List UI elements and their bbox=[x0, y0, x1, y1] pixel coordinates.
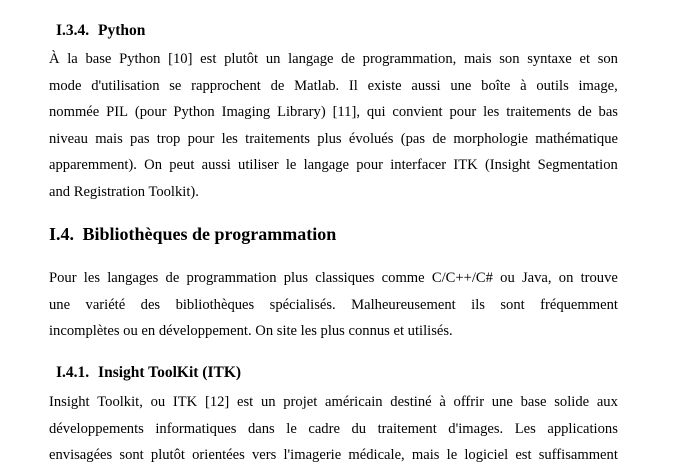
word: ou bbox=[150, 394, 166, 410]
word: langage bbox=[303, 157, 349, 174]
heading-title: Insight ToolKit (ITK) bbox=[98, 364, 242, 381]
word: syntaxe bbox=[527, 51, 572, 67]
word: se bbox=[169, 77, 182, 94]
word: Toolkit, bbox=[97, 394, 143, 410]
word: Il bbox=[348, 77, 358, 94]
text-line bbox=[49, 416, 618, 443]
word: [10] bbox=[168, 51, 193, 67]
word: destiné bbox=[390, 394, 432, 410]
heading-itk bbox=[56, 364, 241, 382]
text-line bbox=[49, 46, 618, 73]
word: programmation bbox=[186, 270, 277, 286]
word: aux bbox=[596, 394, 618, 410]
word: traitements bbox=[245, 130, 310, 147]
word: qui bbox=[366, 104, 386, 121]
word: boîte bbox=[481, 77, 511, 94]
heading-number: I.4. bbox=[49, 224, 75, 244]
word: pour bbox=[449, 104, 477, 121]
word: ITK bbox=[453, 157, 478, 174]
word: mathématique bbox=[535, 130, 618, 147]
word: morphologie bbox=[453, 130, 529, 147]
word: ou bbox=[500, 270, 515, 286]
word: solide bbox=[554, 394, 590, 410]
word: une bbox=[49, 296, 71, 313]
word: langages bbox=[107, 270, 159, 286]
heading-number: I.4.1. bbox=[56, 364, 90, 381]
word: (Insight bbox=[484, 157, 531, 174]
word: classiques bbox=[315, 270, 375, 286]
word: on bbox=[558, 270, 574, 286]
word: bibliothèques bbox=[175, 296, 255, 313]
word: existe bbox=[367, 77, 402, 94]
text-line: and Registration Toolkit). bbox=[49, 183, 199, 200]
word: pas bbox=[130, 130, 150, 147]
word: Python bbox=[119, 51, 161, 67]
paragraph-itk bbox=[49, 389, 618, 469]
word: interfacer bbox=[390, 157, 447, 174]
text-line: incomplètes ou en développement. On site les plus connus et utilisés. bbox=[49, 323, 453, 340]
word: projet bbox=[283, 394, 318, 410]
word: développements bbox=[49, 420, 144, 437]
text-line bbox=[49, 73, 618, 100]
word: mais bbox=[411, 447, 440, 464]
word: rapprochent bbox=[191, 77, 261, 94]
word: pour bbox=[356, 157, 383, 174]
text-line bbox=[49, 126, 618, 153]
word: une bbox=[450, 77, 472, 94]
word: Pour bbox=[49, 270, 77, 286]
word: outils bbox=[536, 77, 569, 94]
word: pour bbox=[187, 130, 215, 147]
word: (pas bbox=[400, 130, 426, 147]
word: Matlab. bbox=[294, 77, 340, 94]
word: base bbox=[520, 394, 547, 410]
word: plutôt bbox=[224, 51, 259, 67]
word: l'imagerie bbox=[283, 447, 342, 464]
word: les bbox=[483, 104, 500, 121]
word: Java, bbox=[521, 270, 552, 286]
word: la bbox=[67, 51, 78, 67]
word: suffisamment bbox=[538, 447, 618, 464]
paragraph-bibliotheques bbox=[49, 265, 618, 345]
word: médicale, bbox=[348, 447, 405, 464]
word: de bbox=[577, 104, 592, 121]
word: Imaging bbox=[221, 104, 271, 121]
word: le bbox=[285, 157, 297, 174]
word: de bbox=[165, 270, 180, 286]
heading-bibliotheques bbox=[49, 224, 336, 245]
word: un bbox=[260, 394, 276, 410]
word: [11], bbox=[332, 104, 360, 121]
word: ils bbox=[471, 296, 485, 313]
heading-number: I.3.4. bbox=[56, 22, 90, 39]
word: est bbox=[515, 447, 532, 464]
word: de bbox=[341, 51, 355, 67]
word: orientées bbox=[192, 447, 245, 464]
word: envisagées bbox=[49, 447, 113, 464]
word: comme bbox=[381, 270, 425, 286]
word: sont bbox=[119, 447, 144, 464]
text-line bbox=[49, 152, 618, 179]
word: applications bbox=[547, 420, 618, 437]
word: son bbox=[597, 51, 618, 67]
word: apparemment). bbox=[49, 157, 137, 174]
word: base bbox=[85, 51, 112, 67]
word: d'utilisation bbox=[91, 77, 160, 94]
word: les bbox=[221, 130, 238, 147]
word: Python bbox=[173, 104, 215, 121]
word: langage bbox=[288, 51, 334, 67]
word: un bbox=[265, 51, 281, 67]
word: trop bbox=[156, 130, 181, 147]
word: convient bbox=[392, 104, 443, 121]
word: [12] bbox=[204, 394, 230, 410]
word: (pour bbox=[134, 104, 167, 121]
word: utiliser bbox=[238, 157, 279, 174]
word: PIL bbox=[106, 104, 129, 121]
word: fréquemment bbox=[540, 296, 618, 313]
word: dans bbox=[247, 420, 275, 437]
word: sont bbox=[500, 296, 525, 313]
word: traitement bbox=[377, 420, 437, 437]
word: informatiques bbox=[155, 420, 237, 437]
word: Insight bbox=[49, 394, 90, 410]
heading-title: Bibliothèques de programmation bbox=[82, 224, 337, 244]
word: image, bbox=[578, 77, 618, 94]
word: vers bbox=[251, 447, 277, 464]
word: et bbox=[579, 51, 591, 67]
word: ITK bbox=[172, 394, 198, 410]
word: trouve bbox=[580, 270, 618, 286]
word: mais bbox=[95, 130, 123, 147]
word: Malheureusement bbox=[351, 296, 456, 313]
text-line bbox=[49, 442, 618, 469]
word: de bbox=[432, 130, 447, 147]
word: les bbox=[83, 270, 101, 286]
text-line bbox=[49, 389, 618, 416]
word: offrir bbox=[453, 394, 485, 410]
word: à bbox=[439, 394, 446, 410]
word: variété bbox=[85, 296, 126, 313]
heading-title: Python bbox=[98, 22, 146, 39]
word: le bbox=[286, 420, 297, 437]
text-line bbox=[49, 99, 618, 126]
paragraph-python bbox=[49, 46, 618, 206]
word: américain bbox=[325, 394, 383, 410]
word: plus bbox=[283, 270, 309, 286]
word: À bbox=[49, 51, 60, 67]
word: niveau bbox=[49, 130, 88, 147]
word: des bbox=[140, 296, 161, 313]
text-line bbox=[49, 265, 618, 292]
word: aussi bbox=[411, 77, 441, 94]
word: cadre bbox=[308, 420, 340, 437]
word: Library) bbox=[277, 104, 326, 121]
word: plutôt bbox=[150, 447, 185, 464]
word: de bbox=[270, 77, 285, 94]
word: d'images. bbox=[448, 420, 504, 437]
word: mais bbox=[463, 51, 492, 67]
word: le bbox=[446, 447, 458, 464]
word: aussi bbox=[201, 157, 231, 174]
word: programmation, bbox=[362, 51, 457, 67]
word: une bbox=[491, 394, 513, 410]
word: est bbox=[237, 394, 254, 410]
word: nommée bbox=[49, 104, 100, 121]
heading-python bbox=[56, 22, 145, 40]
word: à bbox=[520, 77, 527, 94]
word: du bbox=[351, 420, 367, 437]
word: spécialisés. bbox=[269, 296, 336, 313]
word: plus bbox=[317, 130, 342, 147]
word: C/C++/C# bbox=[431, 270, 493, 286]
word: logiciel bbox=[464, 447, 509, 464]
word: On bbox=[144, 157, 163, 174]
word: bas bbox=[598, 104, 618, 121]
word: peut bbox=[169, 157, 195, 174]
word: son bbox=[499, 51, 520, 67]
word: Segmentation bbox=[537, 157, 618, 174]
word: est bbox=[200, 51, 217, 67]
word: Les bbox=[514, 420, 536, 437]
word: traitements bbox=[506, 104, 572, 121]
text-line bbox=[49, 292, 618, 319]
word: mode bbox=[49, 77, 82, 94]
word: évolués bbox=[348, 130, 394, 147]
